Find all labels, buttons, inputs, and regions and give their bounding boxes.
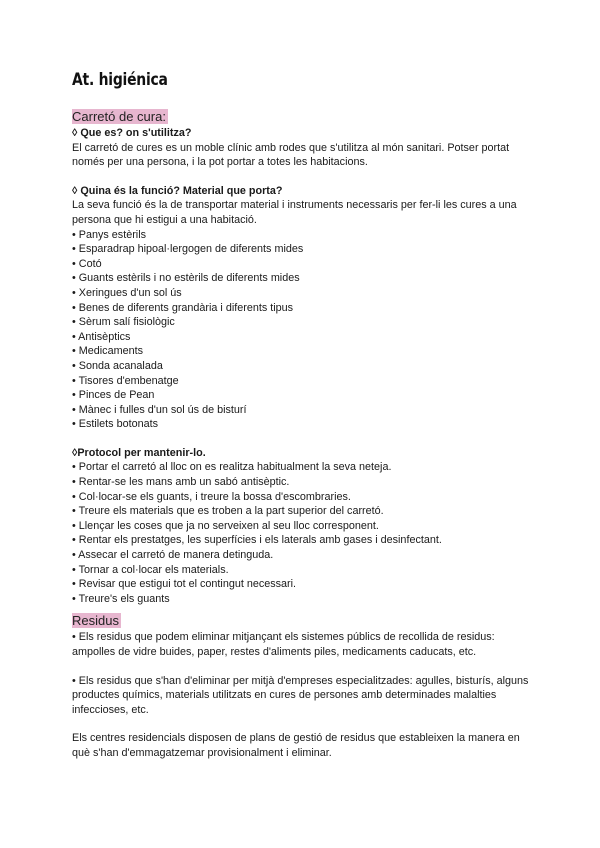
document-page	[72, 70, 532, 761]
list-item: • Treure's els guants	[72, 592, 170, 605]
list-item: • Sonda acanalada	[72, 359, 163, 372]
list-item: • Pinces de Pean	[72, 389, 155, 402]
list-item: • Guants estèrils i no estèrils de diferents mides	[72, 272, 300, 285]
protocol-list	[72, 460, 532, 606]
list-item: • Treure els materials que es troben a la part superior del carretó.	[72, 505, 384, 518]
residus-paragraph-2: • Els residus que s'han d'eliminar per mitjà d'empreses especialitzades: agulles, bisturís, alguns productes químics, materials utilitzats en cures de persones amb determinades malalties infeccioses, etc.	[72, 674, 529, 716]
list-item: • Rentar els prestatges, les superfícies i els laterals amb gases i desinfectant.	[72, 534, 442, 547]
list-item: • Col·locar-se els guants, i treure la bossa d'escombraries.	[72, 490, 351, 503]
list-item: • Benes de diferents grandària i diferents tipus	[72, 301, 294, 314]
list-item: • Panys estèrils	[72, 228, 146, 241]
list-item: • Assecar el carretó de manera detinguda.	[72, 549, 274, 562]
list-item: • Tornar a col·locar els materials.	[72, 563, 229, 576]
list-item: • Sèrum salí fisiològic	[72, 316, 175, 329]
question-funcio: ◊ Quina és la funció? Material que porta?	[72, 184, 283, 197]
list-item: • Llençar les coses que ja no serveixen al seu lloc corresponent.	[72, 519, 379, 532]
list-item: • Esparadrap hipoal·lergogen de diferents mides	[72, 243, 304, 256]
list-item: • Portar el carretó al lloc on es realitza habitualment la seva neteja.	[72, 461, 392, 474]
list-item: • Cotó	[72, 257, 102, 270]
list-item: • Estilets botonats	[72, 418, 159, 431]
list-item: • Tisores d'embenatge	[72, 374, 179, 387]
answer-que-es: El carretó de cures es un moble clínic amb rodes que s'utilitza al món sanitari. Potser portat només per una persona, i la pot portar a totes les habitacions.	[72, 141, 510, 169]
question-que-es: ◊ Que es? on s'utilitza?	[72, 127, 192, 139]
materials-list	[72, 228, 532, 432]
residus-paragraph-1: • Els residus que podem eliminar mitjançant els sistemes públics de recollida de residus: ampolles de vidre buides, paper, restes d'aliments piles, medicaments caducats, etc.	[72, 631, 495, 658]
list-item: • Revisar que estigui tot el contingut necessari.	[72, 578, 297, 591]
list-item: • Antisèptics	[72, 330, 131, 343]
list-item: • Medicaments	[72, 345, 143, 358]
answer-funcio: La seva funció és la de transportar material i instruments necessaris per fer-li les cures a una persona que hi estigui a una habitació.	[72, 199, 517, 226]
section-heading-carreto: Carretó de cura:	[72, 109, 166, 124]
document-title: At. higiénica	[72, 70, 168, 90]
list-item: • Xeringues d'un sol ús	[72, 286, 182, 299]
list-item: • Rentar-se les mans amb un sabó antisèptic.	[72, 476, 290, 489]
list-item: • Mànec i fulles d'un sol ús de bisturí	[72, 403, 247, 416]
section-heading-residus: Residus	[72, 613, 119, 629]
question-protocol: ◊Protocol per mantenir-lo.	[72, 446, 206, 459]
residus-paragraph-3: Els centres residencials disposen de plans de gestió de residus que estableixen la manera en què s'han d'emmagatzemar provisionalment i eliminar.	[72, 732, 520, 759]
